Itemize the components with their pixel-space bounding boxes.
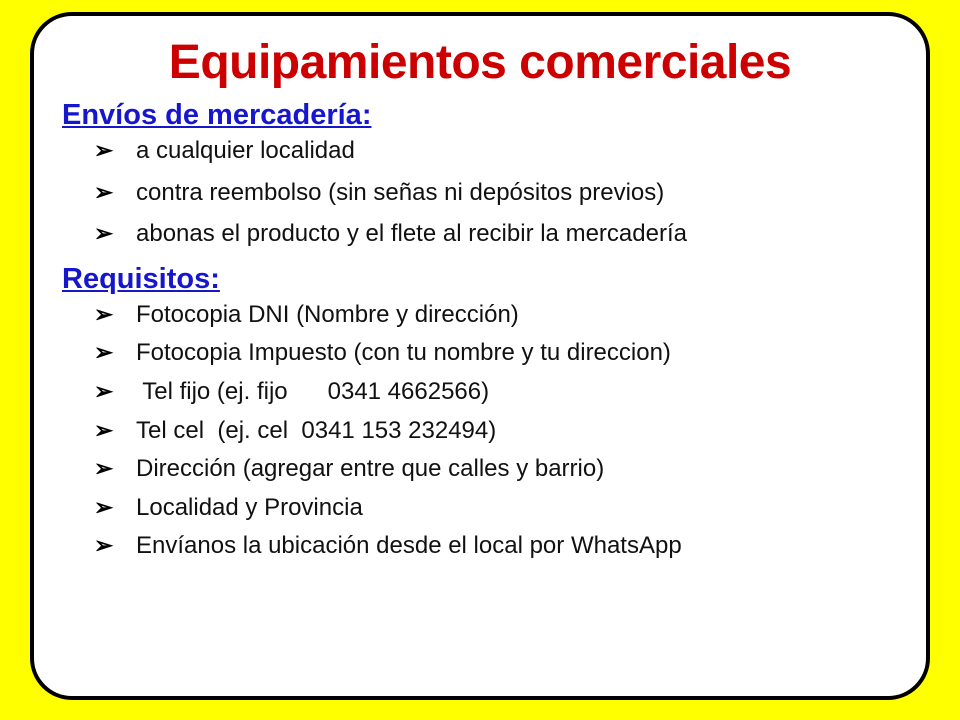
- list-item: [34, 455, 926, 483]
- list-item: [34, 137, 926, 165]
- slide-card: [30, 12, 930, 700]
- arrow-bullet-icon: ➢: [94, 137, 114, 164]
- list-item: [34, 220, 926, 248]
- section-heading-requisitos: Requisitos:: [62, 262, 220, 295]
- arrow-bullet-icon: ➢: [94, 532, 114, 559]
- list-item-label: Envíanos la ubicación desde el local por WhatsApp: [136, 532, 682, 560]
- arrow-bullet-icon: ➢: [94, 220, 114, 247]
- list-item: [34, 179, 926, 207]
- list-item-label: Tel fijo (ej. fijo 0341 4662566): [136, 377, 490, 405]
- list-item: [34, 339, 926, 367]
- arrow-bullet-icon: ➢: [94, 416, 114, 443]
- bullet-list-requisitos: [34, 301, 926, 560]
- list-item-label: contra reembolso (sin señas ni depósitos previos): [136, 178, 665, 206]
- page-title: Equipamientos comerciales: [168, 36, 792, 89]
- arrow-bullet-icon: ➢: [94, 493, 114, 520]
- list-item: [34, 532, 926, 560]
- list-item: [34, 301, 926, 329]
- section-heading-envios: Envíos de mercadería:: [62, 99, 372, 132]
- list-item-label: a cualquier localidad: [136, 137, 355, 165]
- arrow-bullet-icon: ➢: [94, 178, 114, 205]
- list-item-label: Localidad y Provincia: [136, 493, 363, 521]
- list-item: [34, 494, 926, 522]
- arrow-bullet-icon: ➢: [94, 377, 114, 404]
- list-item-label: Fotocopia DNI (Nombre y dirección): [136, 300, 519, 328]
- list-item-label: Dirección (agregar entre que calles y barrio): [136, 455, 605, 483]
- list-item-label: Fotocopia Impuesto (con tu nombre y tu direccion): [136, 339, 671, 367]
- arrow-bullet-icon: ➢: [94, 455, 114, 482]
- bullet-list-envios: [34, 137, 926, 248]
- arrow-bullet-icon: ➢: [94, 300, 114, 327]
- arrow-bullet-icon: ➢: [94, 339, 114, 366]
- list-item: [34, 417, 926, 445]
- list-item-label: abonas el producto y el flete al recibir la mercadería: [136, 220, 687, 248]
- list-item: [34, 378, 926, 406]
- list-item-label: Tel cel (ej. cel 0341 153 232494): [136, 416, 497, 444]
